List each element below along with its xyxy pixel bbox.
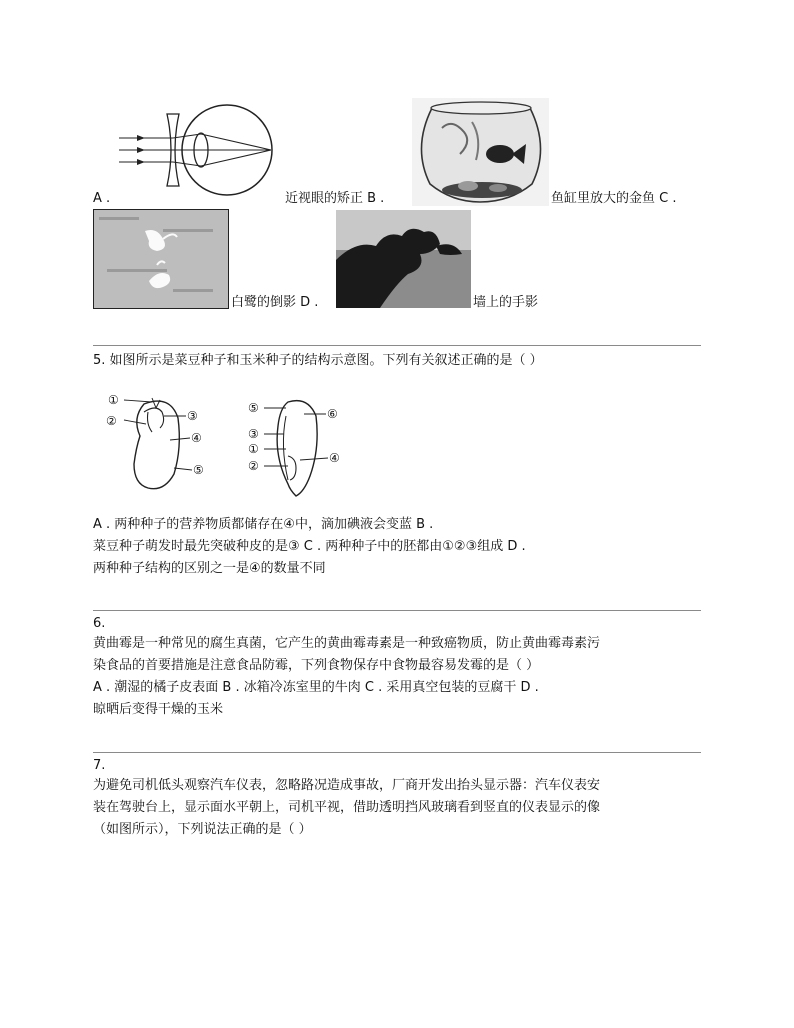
- q5-options: [93, 514, 703, 580]
- egret-reflection-photo: [93, 209, 229, 309]
- q5-stem: 5. 如图所示是菜豆种子和玉米种子的结构示意图。下列有关叙述正确的是（ ）: [93, 353, 543, 368]
- q7-block: [93, 757, 703, 841]
- divider: [93, 752, 701, 753]
- corn-label-1: ①: [248, 442, 259, 456]
- corn-label-2: ②: [248, 459, 259, 473]
- q6-line-1: 黄曲霉是一种常见的腐生真菌，它产生的黄曲霉毒素是一种致癌物质，防止黄曲霉毒素污: [93, 636, 601, 651]
- q5-line-3: 两种种子结构的区别之一是④的数量不同: [93, 561, 326, 576]
- option-a-letter: A .: [93, 191, 111, 206]
- option-c-caption: 白鹭的倒影 D .: [231, 295, 319, 310]
- corn-seed-diagram: [244, 396, 354, 500]
- corn-label-6: ⑥: [327, 407, 338, 421]
- q7-number: 7.: [93, 758, 106, 773]
- option-b-caption: 鱼缸里放大的金鱼 C .: [551, 191, 677, 206]
- option-a-caption: 近视眼的矫正 B .: [285, 191, 385, 206]
- q7-line-3: （如图所示），下列说法正确的是（ ）: [93, 822, 312, 837]
- fishbowl-goldfish-photo: [412, 98, 549, 206]
- q6-line-2: 染食品的首要措施是注意食品防霉，下列食物保存中食物最容易发霉的是（ ）: [93, 658, 540, 673]
- bean-label-1: ①: [108, 393, 119, 407]
- q5-line-1: A . 两种种子的营养物质都储存在④中，滴加碘液会变蓝 B .: [93, 517, 434, 532]
- q6-block: [93, 615, 703, 721]
- hand-shadow-photo: [336, 210, 471, 308]
- corn-label-4: ④: [329, 451, 340, 465]
- bean-seed-diagram: [100, 388, 212, 496]
- divider: [93, 345, 701, 346]
- corn-label-5: ⑤: [248, 401, 259, 415]
- option-d-caption: 墙上的手影: [473, 295, 539, 310]
- bean-label-5: ⑤: [193, 463, 204, 477]
- q5-line-2: 菜豆种子萌发时最先突破种皮的是③ C . 两种种子中的胚都由①②③组成 D .: [93, 539, 526, 554]
- corn-label-3: ③: [248, 427, 259, 441]
- bean-label-4: ④: [191, 431, 202, 445]
- myopia-correction-diagram: [115, 92, 285, 204]
- q6-line-3: A . 潮湿的橘子皮表面 B . 冰箱冷冻室里的牛肉 C . 采用真空包装的豆腐干 D .: [93, 680, 539, 695]
- q7-line-1: 为避免司机低头观察汽车仪表，忽略路况造成事故，厂商开发出抬头显示器：汽车仪表安: [93, 778, 601, 793]
- bean-label-3: ③: [187, 409, 198, 423]
- divider: [93, 610, 701, 611]
- q7-line-2: 装在驾驶台上，显示面水平朝上，司机平视，借助透明挡风玻璃看到竖直的仪表显示的像: [93, 800, 601, 815]
- q6-number: 6.: [93, 616, 106, 631]
- q6-line-4: 晾晒后变得干燥的玉米: [93, 702, 224, 717]
- bean-label-2: ②: [106, 414, 117, 428]
